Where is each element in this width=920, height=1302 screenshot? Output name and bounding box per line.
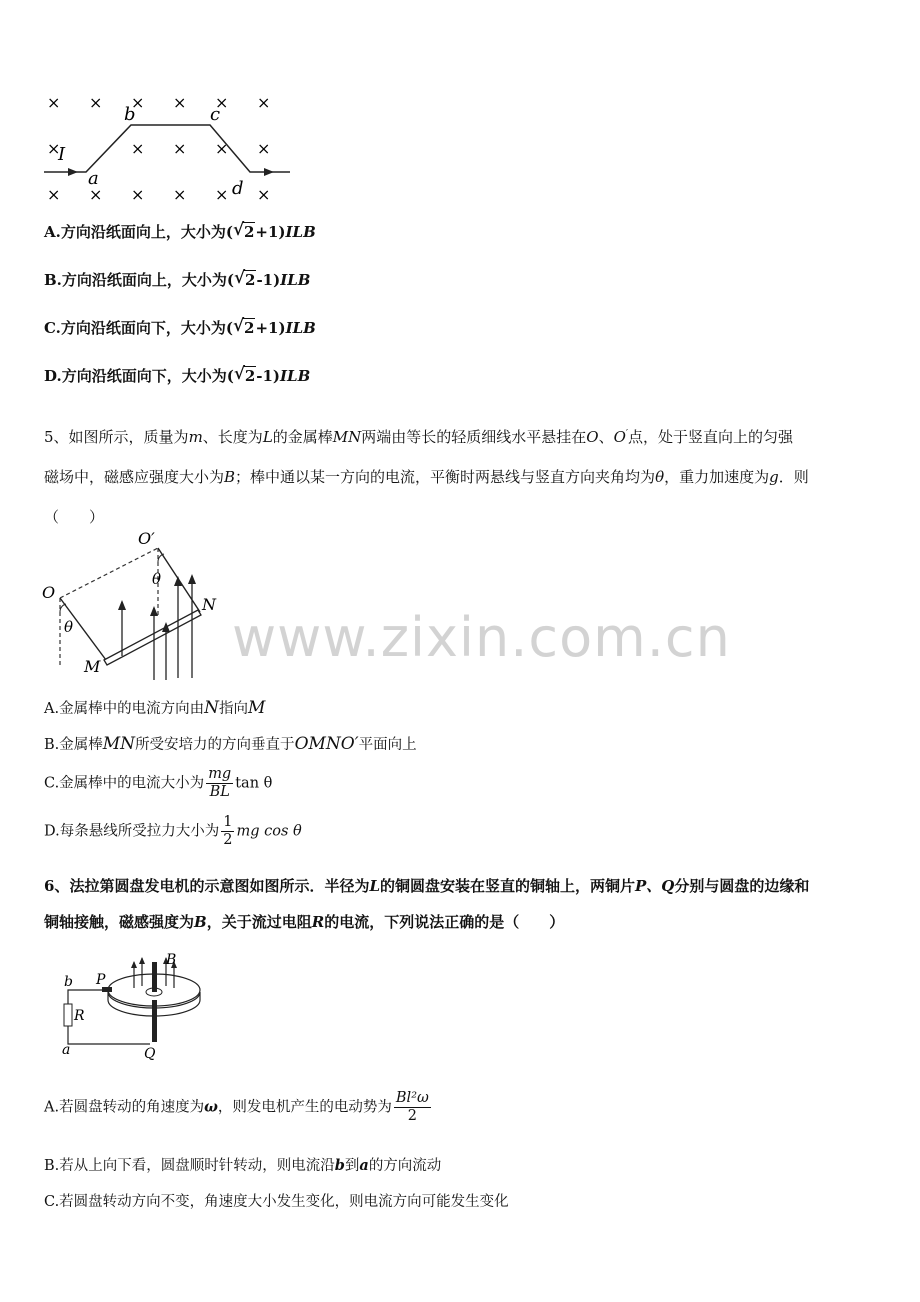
- q4-option: D.方向沿纸面向下，大小为( √ 2-1)ILB: [44, 364, 311, 385]
- q5-option-b: B.金属棒MN所受安培力的方向垂直于OMNO′平面向上: [44, 734, 417, 754]
- question-6-stem: 6、法拉第圆盘发电机的示意图如图所示．半径为L的铜圆盘安装在竖直的铜轴上，两铜片P、Q分别与圆盘的边缘和 铜轴接触，磁感强度为B，关于流过电阻R的电流，下列说法正确的是（ ）: [44, 877, 810, 931]
- field-arrow-head: [131, 961, 137, 968]
- field-arrow-head: [150, 606, 158, 616]
- field-cross: ×: [131, 93, 145, 112]
- current-arrow-left: [68, 168, 78, 176]
- field-arrow-head: [188, 574, 196, 584]
- field-cross: ×: [173, 93, 187, 112]
- q6-option-a: A.若圆盘转动的角速度为ω，则发电机产生的电动势为 $\frac{\text{Bl²ω}}{2}$: [44, 1090, 429, 1124]
- label-O: O: [42, 583, 56, 602]
- figure-wire-in-field: [40, 88, 310, 213]
- q4-option: A.方向沿纸面向上，大小为( √ 2+1)ILB: [44, 220, 316, 241]
- label-a: a: [88, 168, 99, 189]
- q4-option: B.方向沿纸面向上，大小为( √ 2-1)ILB: [44, 268, 311, 289]
- label-d: d: [232, 178, 244, 199]
- q6-option-b: B.若从上向下看，圆盘顺时针转动，则电流沿b到a的方向流动: [44, 1157, 442, 1174]
- field-cross: ×: [215, 93, 229, 112]
- q5-option-d: D.每条悬线所受拉力大小为 $\frac{1}{2}$ mg cos θ: [44, 814, 302, 848]
- field-cross: ×: [47, 93, 61, 112]
- q6-option-c: C.若圆盘转动方向不变，角速度大小发生变化，则电流方向可能发生变化: [44, 1194, 509, 1210]
- label-Oprime: O′: [138, 529, 155, 548]
- label-theta-left: θ: [64, 618, 74, 636]
- label-R: R: [74, 1008, 85, 1024]
- label-I: I: [58, 144, 66, 165]
- q5-option-c: C.金属棒中的电流大小为 $\frac{mg}{BL}$ tan θ: [44, 766, 273, 800]
- field-cross: ×: [173, 185, 187, 204]
- label-P: P: [96, 972, 106, 988]
- field-arrow-head: [118, 600, 126, 610]
- field-cross: ×: [257, 93, 271, 112]
- q4-option: C.方向沿纸面向下，大小为( √ 2+1)ILB: [44, 316, 316, 337]
- field-arrow-head: [174, 576, 182, 586]
- q5-option-a: A.金属棒中的电流方向由N指向M: [44, 698, 266, 718]
- figure-faraday-disk: [58, 952, 208, 1062]
- figure-suspended-rod: [38, 528, 238, 686]
- label-Q: Q: [144, 1046, 156, 1062]
- label-theta-right: θ: [152, 570, 162, 588]
- field-cross: ×: [257, 139, 271, 158]
- label-N: N: [202, 595, 216, 614]
- label-M: M: [84, 657, 101, 676]
- field-cross: ×: [131, 139, 145, 158]
- field-cross: ×: [47, 185, 61, 204]
- label-b: b: [124, 104, 136, 125]
- field-cross: ×: [215, 185, 229, 204]
- field-cross: ×: [131, 185, 145, 204]
- label-B: B: [166, 952, 177, 968]
- field-cross: ×: [89, 185, 103, 204]
- resistor: [64, 1004, 72, 1026]
- field-arrow-head: [139, 957, 145, 964]
- field-cross: ×: [215, 139, 229, 158]
- label-b: b: [64, 974, 73, 990]
- field-cross: ×: [257, 185, 271, 204]
- wire-path: [44, 125, 290, 172]
- metal-rod: [104, 610, 201, 665]
- field-cross: ×: [173, 139, 187, 158]
- label-a: a: [62, 1042, 71, 1058]
- magnetic-field-arrows: [118, 574, 196, 680]
- label-c: c: [210, 104, 221, 125]
- watermark: www.zixin.com.cn: [232, 606, 731, 669]
- current-arrow-right: [264, 168, 274, 176]
- copper-axle: [152, 1000, 157, 1042]
- field-cross: ×: [89, 93, 103, 112]
- question-5-stem: 5、如图所示，质量为m、长度为L的金属棒MN两端由等长的轻质细线水平悬挂在O、O′点，处于竖直向上的匀强 磁场中，磁感应强度大小为B；棒中通以某一方向的电流，平衡时两悬线与竖直方向夹角均为θ，重力加速度为g．则 （ ）: [44, 428, 809, 526]
- field-cross: ×: [47, 139, 61, 158]
